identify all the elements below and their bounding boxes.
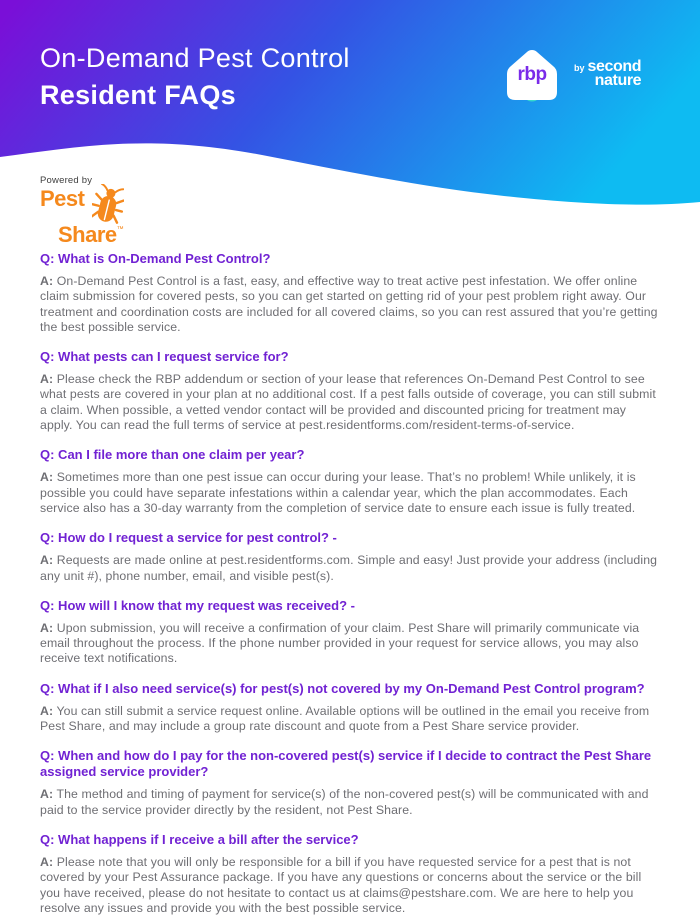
- pest-share-word-share: Share: [58, 222, 117, 247]
- answer-prefix: A:: [40, 854, 54, 869]
- faq-answer: [40, 704, 660, 735]
- answer-prefix: A:: [40, 620, 54, 635]
- rbp-logo: [499, 40, 565, 108]
- pest-share-logo: [40, 175, 124, 245]
- powered-by-label: Powered by: [40, 175, 93, 186]
- faq-item: [40, 530, 660, 584]
- faq-answer: [40, 372, 660, 433]
- faq-answer: [40, 274, 660, 335]
- trademark-symbol: ™: [116, 226, 124, 233]
- bug-icon: [92, 184, 124, 226]
- faq-question: Q: What is On-Demand Pest Control?: [40, 251, 271, 266]
- page-title: [40, 42, 350, 111]
- faq-question: Q: What happens if I receive a bill after the service?: [40, 831, 359, 847]
- second-nature-wordmark: [588, 60, 642, 88]
- answer-prefix: A:: [40, 703, 54, 718]
- faq-question: Q: How do I request a service for pest control? -: [40, 530, 337, 546]
- faq-item: [40, 832, 660, 916]
- faq-answer: [40, 553, 660, 584]
- brand-word-second: second: [587, 58, 642, 75]
- rbp-second-nature-brand: [499, 40, 641, 108]
- faq-question: Q: When and how do I pay for the non-covered pest(s) service if I decide to contract the Pest Share assigned service provider?: [40, 748, 652, 780]
- faq-answer: [40, 855, 660, 916]
- second-nature-logo: [574, 60, 641, 88]
- rbp-logo-text: rbp: [517, 64, 547, 85]
- answer-prefix: A:: [40, 470, 54, 485]
- answer-text: Sometimes more than one pest issue can occur during your lease. That’s no problem! While unlikely, it is possible you could have separate infestations within a calendar year, which the plan accommodates. Each service also has a 30-day warranty from the completion of service date to ensure each issue is fully treated.: [40, 470, 636, 515]
- faq-question: Q: Can I file more than one claim per year?: [40, 447, 305, 463]
- faq-item: [40, 447, 660, 516]
- faq-answer: [40, 621, 660, 667]
- page-title-line2: Resident FAQs: [40, 80, 236, 110]
- pest-share-word-pest: Pest: [40, 186, 85, 211]
- faq-item: [40, 598, 660, 667]
- answer-text: Please note that you will only be responsible for a bill if you have requested service for a pest that is not covered by your Pest Assurance package. If you have any questions or concerns about the service or the bill you have received, please do not hesitate to contact us at claims@pestshare.com. We are here to help you resolve any issues and provide you with the best possible service.: [40, 854, 642, 915]
- by-label: by: [574, 63, 585, 73]
- answer-text: You can still submit a service request online. Available options will be outlined in the email you receive from Pest Share, and may include a group rate discount and quote from a Pest Share service provider.: [40, 703, 650, 734]
- answer-prefix: A:: [40, 372, 54, 387]
- answer-text: Requests are made online at pest.residentforms.com. Simple and easy! Just provide your address (including any unit #), phone number, email, and visible pest(s).: [40, 553, 658, 583]
- answer-prefix: A:: [40, 274, 54, 288]
- answer-text: The method and timing of payment for service(s) of the non-covered pest(s) will be communicated with and paid to the service provider directly by the resident, not Pest Share.: [40, 787, 649, 817]
- faq-answer: [40, 787, 660, 818]
- faq-question: Q: How will I know that my request was received? -: [40, 597, 355, 613]
- answer-prefix: A:: [40, 787, 54, 802]
- answer-text: Upon submission, you will receive a confirmation of your claim. Pest Share will primarily communicate via email throughout the process. If the phone number provided in your request for service allows, you may also receive text notifications.: [40, 620, 640, 666]
- faq-item: [40, 251, 660, 335]
- faq-list: [0, 238, 700, 916]
- faq-question: Q: What pests can I request service for?: [40, 349, 289, 365]
- faq-item: [40, 748, 660, 818]
- page-title-line1: On-Demand Pest Control: [40, 43, 350, 73]
- faq-answer: [40, 470, 660, 516]
- answer-prefix: A:: [40, 553, 54, 568]
- brand-word-nature: nature: [594, 72, 642, 89]
- faq-item: [40, 349, 660, 433]
- answer-text: On-Demand Pest Control is a fast, easy, and effective way to treat active pest infestation. We offer online claim submission for covered pests, so you can get started on getting rid of your pest problem right away. Our treatment and coordination costs are included for all covered claims, so you can rest assured that you’re getting the best possible service.: [40, 274, 658, 334]
- faq-item: [40, 681, 660, 735]
- faq-question: Q: What if I also need service(s) for pest(s) not covered by my On-Demand Pest Control program?: [40, 680, 645, 696]
- answer-text: Please check the RBP addendum or section of your lease that references On-Demand Pest Control to see what pests are covered in your plan at no additional cost. If a pest falls outside of coverage, you can still submit a claim. When possible, a vetted vendor contact will be provided and discounted pricing for treatment may apply. You can read the full terms of service at pest.residentforms.com/resident-terms-of-service.: [40, 372, 656, 433]
